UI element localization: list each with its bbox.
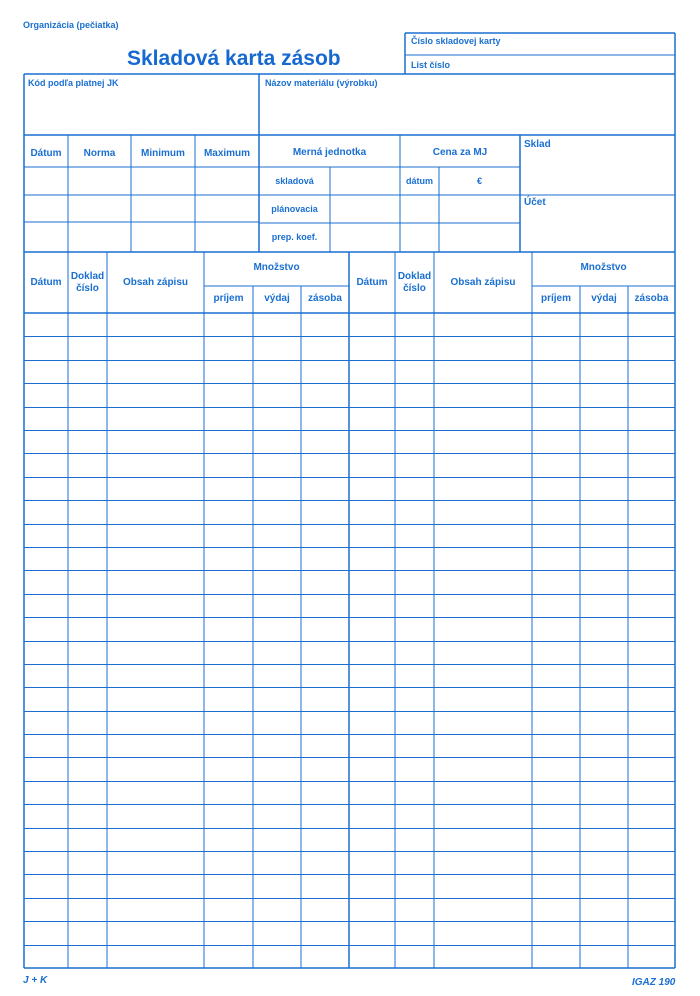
minimum-header: Minimum	[141, 148, 185, 159]
ledger-quantity-header-right: Množstvo	[580, 262, 627, 273]
footer-right: IGAZ 190	[632, 977, 676, 988]
organization-label: Organizácia (pečiatka)	[23, 20, 119, 30]
ledger-receipt-header-left: príjem	[213, 293, 244, 304]
maximum-header: Maximum	[203, 148, 251, 159]
ledger-stock-header-right: zásoba	[634, 293, 669, 304]
norm-header: Norma	[83, 148, 116, 159]
account-label: Účet	[524, 197, 546, 208]
ledger-doc-header-right-1: Doklad	[397, 271, 432, 282]
ledger-issue-header-left: výdaj	[264, 293, 290, 304]
code-label: Kód podľa platnej JK	[28, 78, 119, 88]
unit-row-stock: skladová	[275, 176, 314, 186]
footer-left: J + K	[23, 975, 48, 986]
price-date-label: dátum	[406, 176, 433, 186]
card-number-label: Číslo skladovej karty	[411, 36, 501, 46]
ledger-doc-header-left-1: Doklad	[70, 271, 105, 282]
ledger-date-header-left: Dátum	[30, 277, 62, 288]
unit-row-coef: prep. koef.	[271, 232, 318, 242]
ledger-content-header-right: Obsah zápisu	[450, 277, 516, 288]
ledger-date-header-right: Dátum	[356, 277, 388, 288]
page-title: Skladová karta zásob	[127, 47, 341, 70]
ledger-quantity-header-left: Množstvo	[253, 262, 300, 273]
ledger-doc-header-right-2: číslo	[403, 283, 426, 294]
ledger-receipt-header-right: príjem	[540, 293, 571, 304]
material-name-label: Názov materiálu (výrobku)	[265, 78, 378, 88]
ledger-stock-header-left: zásoba	[308, 293, 342, 304]
warehouse-label: Sklad	[524, 139, 551, 150]
ledger-issue-header-right: výdaj	[591, 293, 617, 304]
sheet-number-label: List číslo	[411, 60, 451, 70]
currency-label: €	[476, 176, 482, 186]
unit-row-planning: plánovacia	[271, 204, 318, 214]
ledger-content-header-left: Obsah zápisu	[122, 277, 188, 288]
price-header: Cena za MJ	[432, 147, 488, 158]
ledger-doc-header-left-2: číslo	[76, 283, 99, 294]
unit-header: Merná jednotka	[292, 147, 367, 158]
norms-date-header: Dátum	[30, 148, 62, 159]
